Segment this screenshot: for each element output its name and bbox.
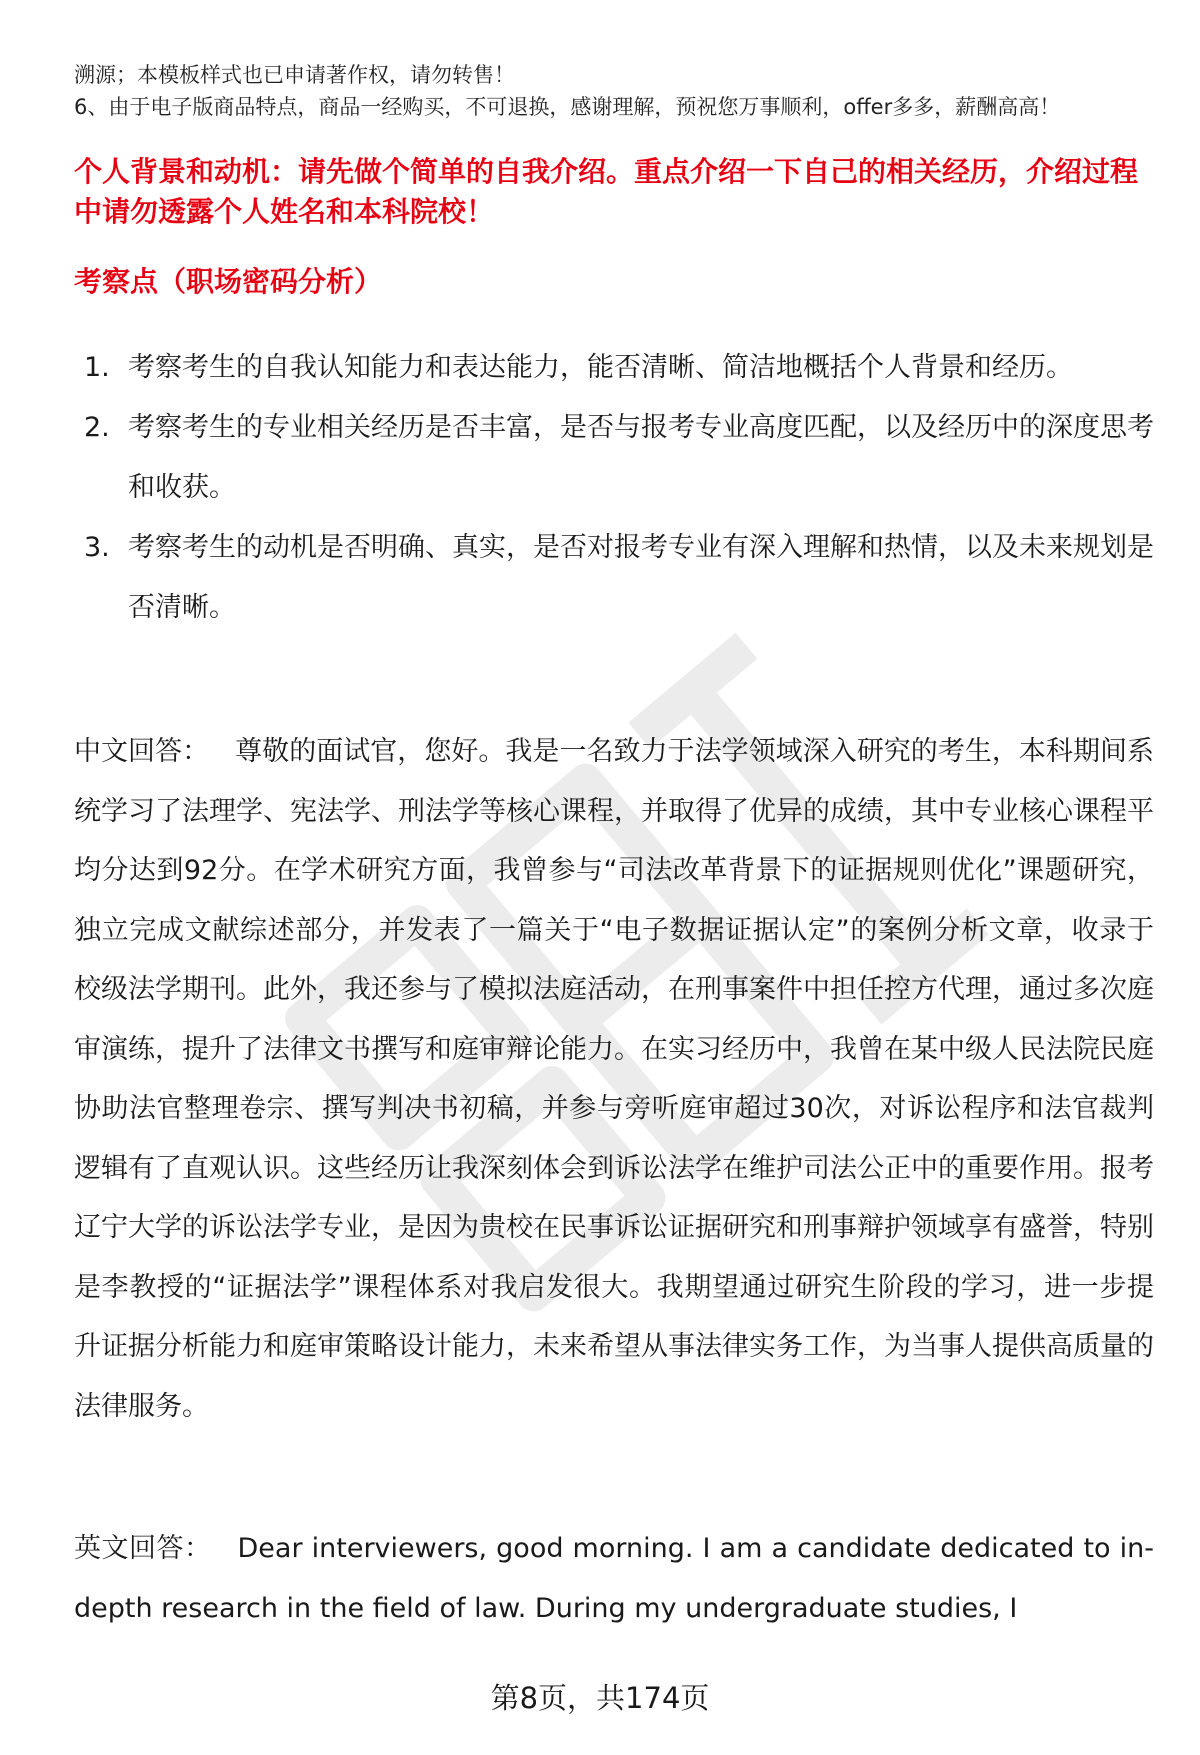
chinese-answer-label: 中文回答：	[74, 736, 210, 767]
key-point-item	[74, 338, 1154, 398]
chinese-answer-text: 尊敬的面试官，您好。我是一名致力于法学领域深入研究的考生，本科期间系统学习了法理学、宪法学、刑法学等核心课程，并取得了优异的成绩，其中专业核心课程平均分达到92分。在学术研究方面，我曾参与“司法改革背景下的证据规则优化”课题研究，独立完成文献综述部分，并发表了一篇关于“电子数据证据认定”的案例分析文章，收录于校级法学期刊。此外，我还参与了模拟法庭活动，在刑事案件中担任控方代理，通过多次庭审演练，提升了法律文书撰写和庭审辩论能力。在实习经历中，我曾在某中级人民法院民庭协助法官整理卷宗、撰写判决书初稿，并参与旁听庭审超过30次，对诉讼程序和法官裁判逻辑有了直观认识。这些经历让我深刻体会到诉讼法学在维护司法公正中的重要作用。报考辽宁大学的诉讼法学专业，是因为贵校在民事诉讼证据研究和刑事辩护领域享有盛誉，特别是李教授的“证据法学”课程体系对我启发很大。我期望通过研究生阶段的学习，进一步提升证据分析能力和庭审策略设计能力，未来希望从事法律实务工作，为当事人提供高质量的法律服务。	[74, 736, 1155, 1422]
key-point-item	[74, 398, 1154, 518]
chinese-answer	[74, 722, 1154, 1436]
note-line-copyright: 溯源；本模板样式也已申请著作权，请勿转售！	[74, 63, 515, 87]
english-answer-label: 英文回答：	[74, 1533, 212, 1564]
key-point-number: 1.	[84, 352, 110, 383]
key-point-number: 2.	[84, 412, 110, 443]
key-point-number: 3.	[84, 532, 110, 563]
page-number-footer: 第8页，共174页	[490, 1681, 710, 1715]
key-point-text: 考察考生的自我认知能力和表达能力，能否清晰、简洁地概括个人背景和经历。	[128, 352, 1073, 383]
english-answer-text: Dear interviewers, good morning. I am a candidate dedicated to in-depth research in the field of law. During my undergraduate studies, I	[74, 1533, 1154, 1624]
note-line-refund-policy: 6、由于电子版商品特点，商品一经购买，不可退换，感谢理解，预祝您万事顺利，offer多多，薪酬高高！	[74, 95, 1061, 119]
english-answer	[74, 1519, 1154, 1638]
key-point-item	[74, 518, 1154, 638]
key-points-list	[74, 338, 1154, 638]
key-point-text: 考察考生的专业相关经历是否丰富，是否与报考专业高度匹配，以及经历中的深度思考和收获。	[128, 412, 1154, 503]
question-heading: 个人背景和动机：请先做个简单的自我介绍。重点介绍一下自己的相关经历，介绍过程中请勿透露个人姓名和本科院校！	[74, 155, 1139, 228]
key-point-text: 考察考生的动机是否明确、真实，是否对报考专业有深入理解和热情，以及未来规划是否清晰。	[128, 532, 1154, 623]
key-points-title: 考察点（职场密码分析）	[74, 265, 383, 298]
